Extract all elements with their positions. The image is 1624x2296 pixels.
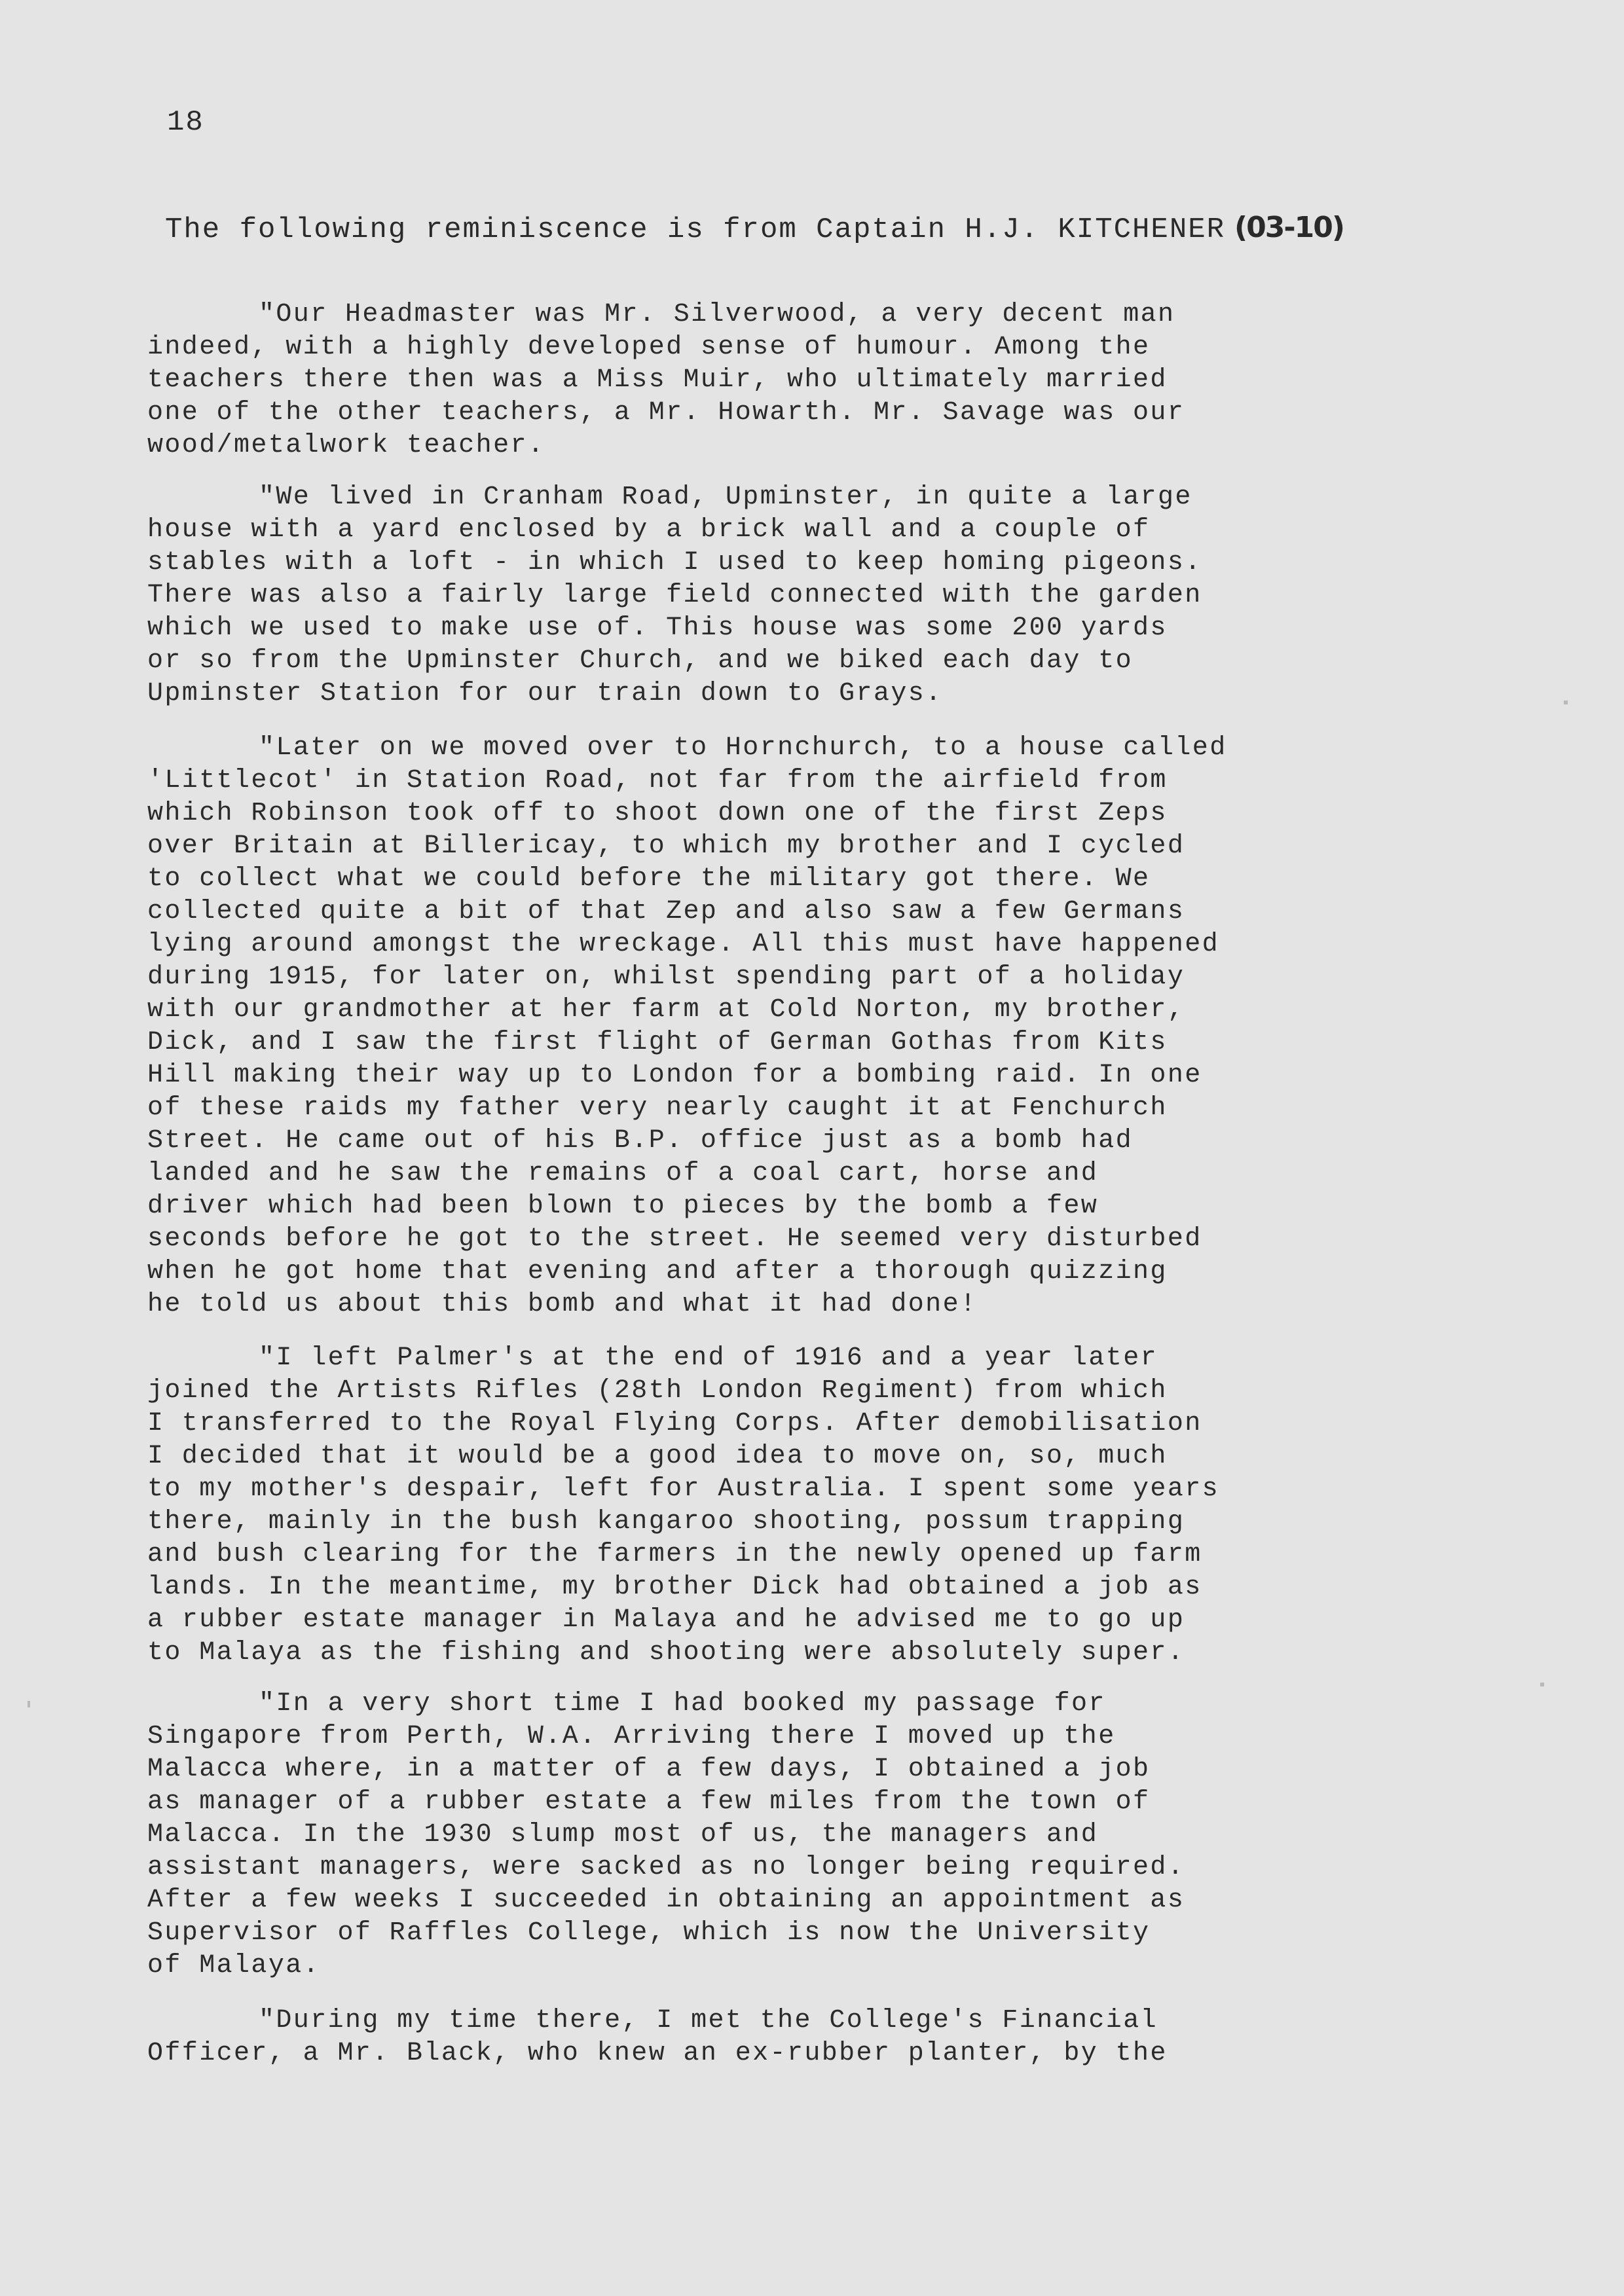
text-line: Upminster Station for our train down to Grays. — [147, 679, 943, 708]
text-line: 'Littlecot' in Station Road, not far from the airfield from — [147, 766, 1168, 795]
text-line: with our grandmother at her farm at Cold Norton, my brother, — [147, 995, 1185, 1025]
text-line: After a few weeks I succeeded in obtaining an appointment as — [147, 1886, 1185, 1915]
text-line: to my mother's despair, left for Australia. I spent some years — [147, 1474, 1220, 1504]
text-line: driver which had been blown to pieces by the bomb a few — [147, 1192, 1099, 1221]
text-line: Dick, and I saw the first flight of German Gothas from Kits — [147, 1028, 1168, 1057]
text-line: there, mainly in the bush kangaroo shooting, possum trapping — [147, 1507, 1185, 1537]
text-line: There was also a fairly large field connected with the garden — [147, 581, 1202, 610]
paragraph-college — [147, 2005, 1457, 2070]
text-line: to Malaya as the fishing and shooting were absolutely super. — [147, 1638, 1185, 1667]
text-line: assistant managers, were sacked as no longer being required. — [147, 1853, 1185, 1882]
text-line: landed and he saw the remains of a coal cart, horse and — [147, 1159, 1099, 1188]
text-line: "In a very short time I had booked my passage for — [259, 1689, 1106, 1719]
text-line: Singapore from Perth, W.A. Arriving there I moved up the — [147, 1722, 1116, 1751]
text-line: seconds before he got to the street. He seemed very disturbed — [147, 1224, 1202, 1254]
text-line: Malacca. In the 1930 slump most of us, the managers and — [147, 1820, 1099, 1850]
text-line: "I left Palmer's at the end of 1916 and a year later — [259, 1343, 1158, 1373]
text-line: I transferred to the Royal Flying Corps. After demobilisation — [147, 1409, 1202, 1438]
text-line: house with a yard enclosed by a brick wall and a couple of — [147, 515, 1151, 545]
page-number: 18 — [167, 106, 204, 139]
text-line: Supervisor of Raffles College, which is now the University — [147, 1918, 1151, 1948]
text-line: "We lived in Cranham Road, Upminster, in quite a large — [259, 483, 1192, 512]
heading-text: The following reminiscence is from Captain H.J. KITCHENER — [165, 213, 1226, 246]
scan-speck — [1540, 1683, 1544, 1686]
text-line: over Britain at Billericay, to which my brother and I cycled — [147, 831, 1185, 861]
text-line: indeed, with a highly developed sense of humour. Among the — [147, 333, 1151, 362]
text-line: which Robinson took off to shoot down one of the first Zeps — [147, 799, 1168, 828]
text-line: Hill making their way up to London for a bombing raid. In one — [147, 1061, 1202, 1090]
scan-speck — [28, 1701, 30, 1707]
text-line: lands. In the meantime, my brother Dick had obtained a job as — [147, 1573, 1202, 1602]
text-line: I decided that it would be a good idea to move on, so, much — [147, 1442, 1168, 1471]
paragraph-headmaster — [147, 299, 1457, 462]
handwritten-note: (03-10) — [1234, 211, 1344, 244]
text-line: during 1915, for later on, whilst spending part of a holiday — [147, 962, 1185, 992]
text-line: a rubber estate manager in Malaya and he advised me to go up — [147, 1605, 1185, 1635]
paragraph-upminster — [147, 481, 1457, 710]
text-line: "Later on we moved over to Hornchurch, to a house called — [259, 733, 1227, 763]
text-line: when he got home that evening and after a thorough quizzing — [147, 1257, 1168, 1286]
text-line: of Malaya. — [147, 1951, 321, 1980]
text-line: teachers there then was a Miss Muir, who ultimately married — [147, 365, 1168, 395]
text-line: "During my time there, I met the College's Financial — [259, 2006, 1158, 2035]
paragraph-hornchurch — [147, 732, 1457, 1321]
paragraph-palmers — [147, 1342, 1457, 1669]
text-line: and bush clearing for the farmers in the newly opened up farm — [147, 1540, 1202, 1569]
text-line: "Our Headmaster was Mr. Silverwood, a very decent man — [259, 300, 1175, 329]
paragraph-malaya — [147, 1688, 1457, 1982]
text-line: he told us about this bomb and what it had done! — [147, 1290, 978, 1319]
text-line: one of the other teachers, a Mr. Howarth. Mr. Savage was our — [147, 398, 1185, 428]
text-line: Officer, a Mr. Black, who knew an ex-rubber planter, by the — [147, 2039, 1168, 2068]
text-line: or so from the Upminster Church, and we biked each day to — [147, 646, 1134, 676]
text-line: which we used to make use of. This house was some 200 yards — [147, 613, 1168, 643]
text-line: stables with a loft - in which I used to keep homing pigeons. — [147, 548, 1202, 577]
text-line: lying around amongst the wreckage. All this must have happened — [147, 930, 1220, 959]
page-heading — [165, 211, 1344, 246]
text-line: collected quite a bit of that Zep and also saw a few Germans — [147, 897, 1185, 926]
text-line: of these raids my father very nearly caught it at Fenchurch — [147, 1093, 1168, 1123]
text-line: as manager of a rubber estate a few miles from the town of — [147, 1787, 1151, 1817]
text-line: to collect what we could before the military got there. We — [147, 864, 1151, 894]
text-line: Malacca where, in a matter of a few days, I obtained a job — [147, 1755, 1151, 1784]
scan-speck — [1564, 701, 1568, 704]
text-line: joined the Artists Rifles (28th London Regiment) from which — [147, 1376, 1168, 1406]
text-line: Street. He came out of his B.P. office just as a bomb had — [147, 1126, 1134, 1156]
text-line: wood/metalwork teacher. — [147, 431, 545, 460]
